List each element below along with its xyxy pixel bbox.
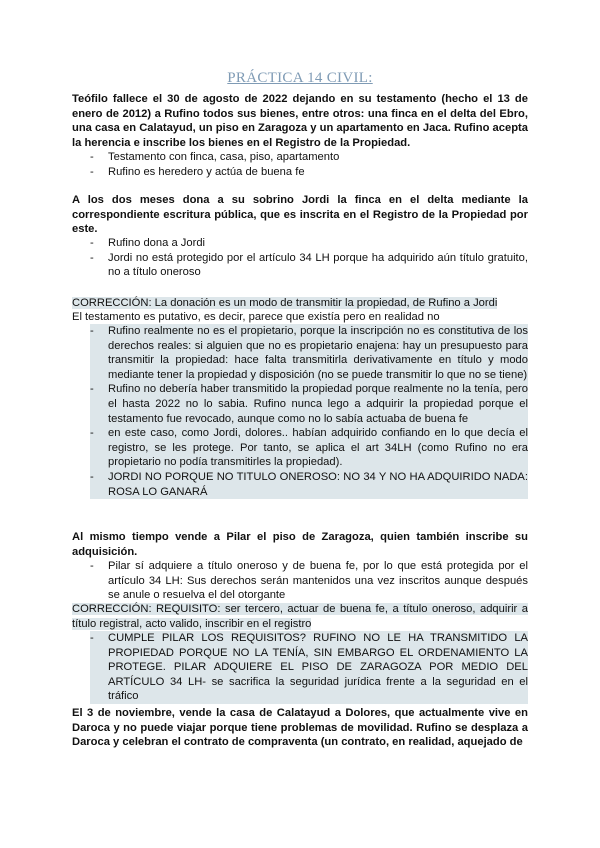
list-item: - en este caso, como Jordi, dolores.. habían adquirido confiando en lo que decía el registro, se les protege. Por tanto, se aplica el art 34LH (como Rufino no era propietario no podía transmitirles la propiedad). [90,426,528,470]
list-item: - Pilar sí adquiere a título oneroso y de buena fe, por lo que está protegida por el artículo 34 LH: Sus derechos serán mantenidos una vez inscritos aunque después se anule o resuelva el del otorgante [90,559,528,603]
list-item: - Testamento con finca, casa, piso, apartamento [90,150,528,165]
correction1-line2: El testamento es putativo, es decir, parece que existía pero en realidad no [72,311,440,323]
list-item: - CUMPLE PILAR LOS REQUISITOS? RUFINO NO LE HA TRANSMITIDO LA PROPIEDAD PORQUE NO LA TENÍA, SIN EMBARGO EL ORDENAMIENTO LA PROTEGE. PILAR ADQUIERE EL PISO DE ZARAGOZA POR MEDIO DEL ARTÍCULO 34 LH- se sacrifica la seguridad jurídica frente a la seguridad en el tráfico [90,631,528,704]
list-item: - Rufino realmente no es el propietario, porque la inscripción no es constitutiva de los derechos reales: si alguien que no es propietario enajena: hay un presupuesto para transmitir la propiedad: hace falta transmitirla derivativamente en título y modo mediante tener la propiedad y disposición (no se puede transmitir lo que no se tiene) [90,324,528,382]
section4-heading: El 3 de noviembre, vende la casa de Calatayud a Dolores, que actualmente vive en Daroca y no puede viajar porque tiene problemas de movilidad. Rufino se desplaza a Daroca y celebran el contrato de compraventa (un contrato, en realidad, aquejado de [72,707,528,749]
correction2-list [90,631,528,704]
correction2-label: CORRECCIÓN: REQUISITO: ser tercero, actuar de buena fe, a título oneroso, adquirir a título registral, acto valido, inscribir en el registro [72,603,528,630]
section2-heading: A los dos meses dona a su sobrino Jordi la finca en el delta mediante la correspondiente escritura pública, que es inscrita en el Registro de la Propiedad por este. [72,194,528,236]
section2-list [90,236,528,280]
section3-list [90,559,528,603]
section1-heading: Teófilo fallece el 30 de agosto de 2022 dejando en su testamento (hecho el 13 de enero de 2012) a Rufino todos sus bienes, entre otros: una finca en el delta del Ebro, una casa en Calatayud, un piso en Zaragoza y un apartamento en Jaca. Rufino acepta la herencia e inscribe los bienes en el Registro de la Propiedad. [72,93,528,149]
page-title: PRÁCTICA 14 CIVIL: [227,70,373,86]
correction1-line1 [72,296,528,311]
list-item: - Rufino es heredero y actúa de buena fe [90,165,528,180]
list-item: - Jordi no está protegido por el artículo 34 LH porque ha adquirido aún título gratuito, no a título oneroso [90,251,528,280]
list-item: - Rufino dona a Jordi [90,236,528,251]
list-item: - Rufino no debería haber transmitido la propiedad porque realmente no la tenía, pero el hasta 2022 no lo sabia. Rufino nunca lego a adquirir la propiedad porque el testamento fue revocado, aunque como no lo sabía actuaba de buena fe [90,382,528,426]
section3-heading: Al mismo tiempo vende a Pilar el piso de Zaragoza, quien también inscribe su adquisición. [72,531,528,558]
correction1-label: CORRECCIÓN: La donación es un modo de transmitir la propiedad, de Rufino a Jordi [72,297,498,309]
correction1-list [90,324,528,499]
section1-list [90,150,528,179]
list-item: - JORDI NO PORQUE NO TITULO ONEROSO: NO 34 Y NO HA ADQUIRIDO NADA: ROSA LO GANARÁ [90,470,528,499]
correction2-text [72,602,528,631]
